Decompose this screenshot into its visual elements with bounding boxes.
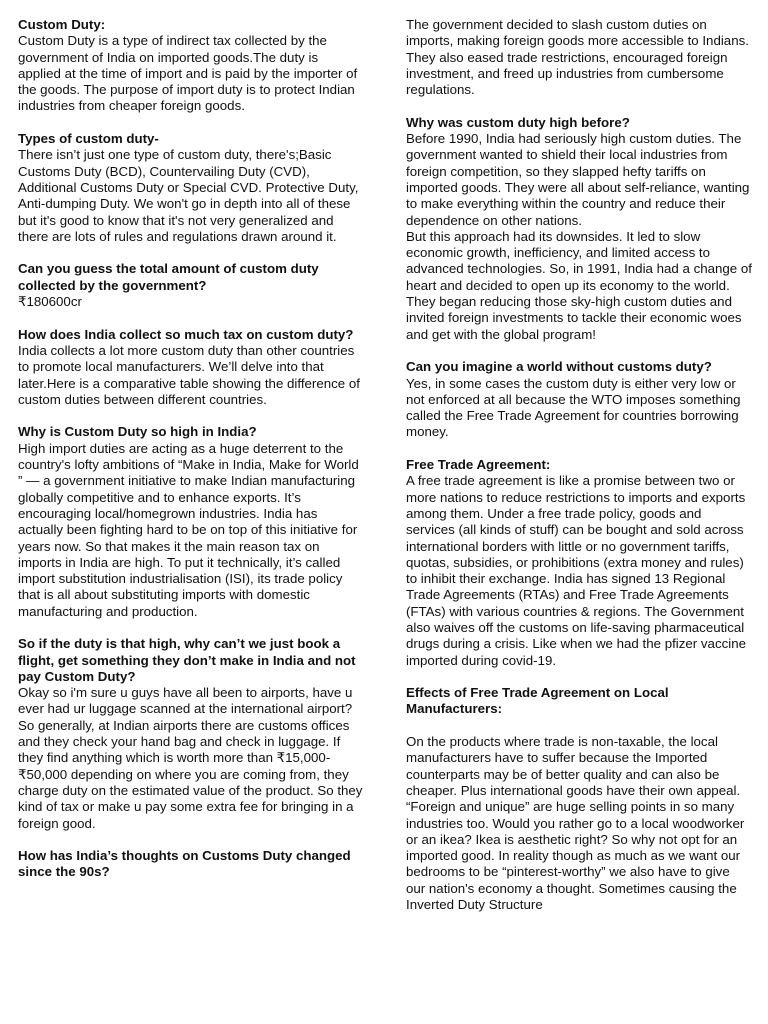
section-book-a-flight bbox=[18, 636, 363, 832]
section-heading: How does India collect so much tax on custom duty? bbox=[18, 326, 354, 342]
section-paragraph: India collects a lot more custom duty than other countries to promote local manufacturers. We’ll delve into that later.Here is a comparative table showing the difference of custom duties between different countries. bbox=[18, 342, 360, 407]
section-heading: Free Trade Agreement: bbox=[406, 457, 551, 473]
section-heading: Custom Duty: bbox=[18, 17, 106, 32]
section-government-decided bbox=[406, 17, 752, 98]
section-types-of-custom-duty bbox=[18, 131, 363, 245]
section-how-india-collects bbox=[18, 327, 363, 408]
section-world-without-duty bbox=[406, 359, 752, 440]
right-column bbox=[406, 17, 752, 930]
section-heading: How has India’s thoughts on Customs Duty changed since the 90s? bbox=[18, 848, 351, 880]
left-column bbox=[18, 17, 363, 897]
section-heading: Types of custom duty- bbox=[18, 131, 159, 147]
section-paragraph: Custom Duty is a type of indirect tax collected by the government of India on imported goods.The duty is applied at the time of import and is paid by the importer of the goods. The purpose of import duty is to protect Indian industries from cheaper foreign goods. bbox=[18, 33, 358, 114]
section-changed-since-90s bbox=[18, 848, 363, 881]
section-heading: Can you imagine a world without customs duty? bbox=[406, 359, 712, 375]
section-free-trade-agreement bbox=[406, 457, 752, 669]
section-paragraph: High import duties are acting as a huge deterrent to the country's lofty ambitions of “Make in India, Make for World ” — a government initiative to make Indian manufacturing globally competitive and to enhance exports. It’s encouraging local/homegrown industries. India has actually been fighting hard to be on top of this initiative for years now. So that makes it the main reason tax on imports in India are high. To put it technically, it’s called import substitution industrialisation (ISI), its trade policy that is all about substituting imports with domestic manufacturing and production. bbox=[18, 440, 359, 619]
section-paragraph: On the products where trade is non-taxable, the local manufacturers have to suffer because the Imported counterparts may be of better quality and can also be cheaper. Plus international goods have their own appeal. “Foreign and unique” are huge selling points in so many industries too. Would you rather go to a local woodworker or an ikea? Ikea is aesthetic right? So why not opt for an imported good. In reality though as much as we want our bedrooms to be “pinterest-worthy” we also have to give our nation's economy a thought. Sometimes causing the Inverted Duty Structure bbox=[406, 734, 745, 913]
section-paragraph: But this approach had its downsides. It led to slow economic growth, inefficiency, and limited access to advanced technologies. So, in 1991, India had a change of heart and decided to open up its economy to the world. They began reducing those sky-high custom duties and invited foreign investments to tackle their economic woes and get with the global program! bbox=[406, 228, 752, 342]
section-paragraph: Before 1990, India had seriously high custom duties. The government wanted to shield their local industries from foreign competition, so they slapped hefty tariffs on imported goods. They were all about self-reliance, wanting to make everything within the country and reduce their dependence on other nations. bbox=[406, 131, 750, 228]
section-paragraph: A free trade agreement is like a promise between two or more nations to reduce restrictions to imports and exports among them. Under a free trade policy, goods and services (all kinds of stuff) can be bought and sold across international borders with little or no government tariffs, quotas, subsidies, or prohibitions (extra money and rules) to inhibit their exchange. India has signed 13 Regional Trade Agreements (RTAs) and Free Trade Agreements (FTAs) with various countries & regions. The Government also waives off the customs on life-saving pharmaceutical drugs during a crisis. Like when we had the pfizer vaccine imported during covid-19. bbox=[406, 473, 746, 668]
section-why-so-high bbox=[18, 424, 363, 620]
section-paragraph: There isn’t just one type of custom duty, there's;Basic Customs Duty (BCD), Countervailing Duty (CVD), Additional Customs Duty or Special CVD. Protective Duty, Anti-dumping Duty. We won't go in depth into all of these but it's good to know that it's not very generalized and there are lots of rules and regulations drawn around it. bbox=[18, 147, 359, 244]
section-paragraph: The government decided to slash custom duties on imports, making foreign goods more accessible to Indians. They also eased trade restrictions, encouraged foreign investment, and freed up industries from cumbersome regulations. bbox=[406, 17, 749, 98]
section-heading: Effects of Free Trade Agreement on Local Manufacturers: bbox=[406, 685, 669, 717]
section-custom-duty bbox=[18, 17, 363, 115]
section-paragraph: Yes, in some cases the custom duty is either very low or not enforced at all because the WTO imposes something called the Free Trade Agreement for countries borrowing money. bbox=[406, 375, 741, 440]
section-heading: Why was custom duty high before? bbox=[406, 114, 630, 130]
section-why-high-before bbox=[406, 115, 752, 343]
section-heading: So if the duty is that high, why can’t we just book a flight, get something they don’t make in India and not pay Custom Duty? bbox=[18, 636, 356, 684]
section-paragraph: ₹180600cr bbox=[18, 294, 82, 310]
section-effects-on-local-manufacturers bbox=[406, 685, 752, 913]
section-total-amount bbox=[18, 261, 363, 310]
section-heading: Why is Custom Duty so high in India? bbox=[18, 424, 257, 440]
section-paragraph: Okay so i'm sure u guys have all been to airports, have u ever had ur luggage scanned at the international airport? So generally, at Indian airports there are customs offices and they check your hand bag and check in luggage. If they find anything which is worth more than ₹15,000-₹50,000 depending on where you are coming from, they charge duty on the estimated value of the product. So they kind of tax or make u pay some extra fee for bringing in a foreign good. bbox=[18, 685, 363, 831]
section-heading: Can you guess the total amount of custom duty collected by the government? bbox=[18, 261, 319, 293]
